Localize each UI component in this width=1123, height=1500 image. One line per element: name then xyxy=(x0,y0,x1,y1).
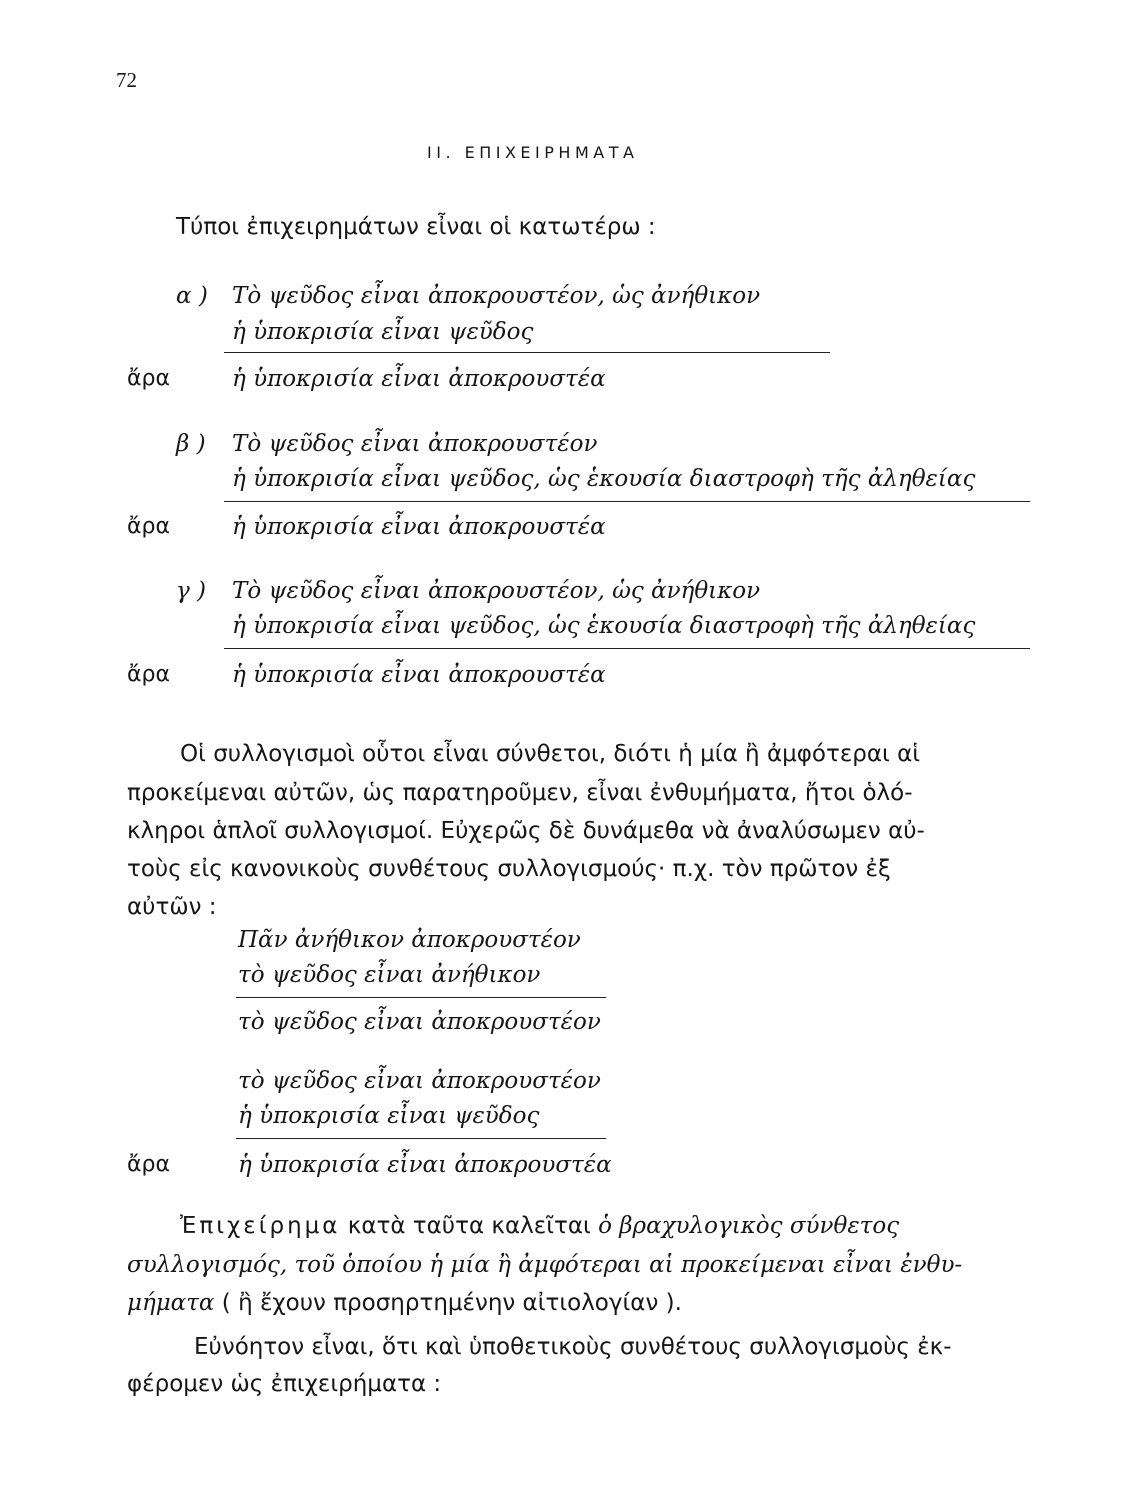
example-c-conclusion: ἡ ὑποκρισία εἶναι ἀποκρουστέα xyxy=(232,662,606,688)
paragraph-2-line-3-italic: μήματα xyxy=(127,1290,215,1316)
example-c-rule xyxy=(224,648,1030,649)
example-b-premise-2: ἡ ὑποκρισία εἶναι ψεῦδος, ὡς ἑκουσία διαστροφὴ τῆς ἀληθείας xyxy=(232,466,976,492)
example-c-premise-2: ἡ ὑποκρισία εἶναι ψεῦδος, ὡς ἑκουσία διαστροφὴ τῆς ἀληθείας xyxy=(232,613,976,639)
paragraph-2-line-1-italic: ὁ βραχυλογικὸς σύνθετος xyxy=(598,1213,900,1239)
term-epiheirima: Ἐπιχείρημα xyxy=(180,1213,341,1239)
paragraph-1-line-4: τοὺς εἰς κανονικοὺς συνθέτους συλλογισμούς· π.χ. τὸν πρῶτον ἐξ xyxy=(127,856,891,882)
section-title: ΙΙ. ΕΠΙΧΕΙΡΗΜΑΤΑ xyxy=(427,143,639,162)
paragraph-2-line-1 xyxy=(180,1213,899,1239)
example-a-label: α ) xyxy=(176,283,208,309)
example-b-premise-1: Τὸ ψεῦδος εἶναι ἀποκρουστέον xyxy=(232,431,598,457)
example-a-ara: ἄρα xyxy=(127,366,170,391)
paragraph-1-line-5: αὐτῶν : xyxy=(127,894,217,920)
paragraph-2-line-3 xyxy=(127,1290,682,1316)
example-a-rule xyxy=(224,352,830,353)
analysis-2-ara: ἄρα xyxy=(127,1152,170,1177)
example-b-ara: ἄρα xyxy=(127,514,170,539)
paragraph-2-line-2: συλλογισμός, τοῦ ὁποίου ἡ μία ἢ ἀμφότεραι αἱ προκείμεναι εἶναι ἐνθυ- xyxy=(127,1252,963,1278)
paragraph-3-line-1: Εὐνόητον εἶναι, ὅτι καὶ ὑποθετικοὺς συνθέτους συλλογισμοὺς ἐκ- xyxy=(194,1334,952,1360)
page-number: 72 xyxy=(116,68,137,92)
example-b-conclusion: ἡ ὑποκρισία εἶναι ἀποκρουστέα xyxy=(232,514,606,540)
example-c-premise-1: Τὸ ψεῦδος εἶναι ἀποκρουστέον, ὡς ἀνήθικον xyxy=(232,578,761,604)
paragraph-1-line-2: προκείμεναι αὐτῶν, ὡς παρατηροῦμεν, εἶναι ἐνθυμήματα, ἤτοι ὁλό- xyxy=(127,780,913,806)
example-a-conclusion: ἡ ὑποκρισία εἶναι ἀποκρουστέα xyxy=(232,366,606,392)
analysis-1-premise-2: τὸ ψεῦδος εἶναι ἀνήθικον xyxy=(238,962,541,988)
paragraph-2-line-1-text: κατὰ ταῦτα καλεῖται xyxy=(340,1213,599,1239)
example-c-label: γ ) xyxy=(176,578,207,604)
paragraph-1-line-1: Οἱ συλλογισμοὶ οὗτοι εἶναι σύνθετοι, διότι ἡ μία ἢ ἀμφότεραι αἱ xyxy=(180,741,921,767)
paragraph-1-line-3: κληροι ἁπλοῖ συλλογισμοί. Εὐχερῶς δὲ δυνάμεθα νὰ ἀναλύσωμεν αὐ- xyxy=(127,818,925,844)
analysis-2-premise-1: τὸ ψεῦδος εἶναι ἀποκρουστέον xyxy=(238,1068,601,1094)
example-b-rule xyxy=(224,501,1030,502)
analysis-2-rule xyxy=(236,1138,606,1139)
example-b-label: β ) xyxy=(176,431,206,457)
example-a-premise-2: ἡ ὑποκρισία εἶναι ψεῦδος xyxy=(232,319,534,345)
example-a-premise-1: Τὸ ψεῦδος εἶναι ἀποκρουστέον, ὡς ἀνήθικον xyxy=(232,283,761,309)
analysis-1-conclusion: τὸ ψεῦδος εἶναι ἀποκρουστέον xyxy=(238,1009,601,1035)
analysis-2-conclusion: ἡ ὑποκρισία εἶναι ἀποκρουστέα xyxy=(238,1152,612,1178)
example-c-ara: ἄρα xyxy=(127,662,170,687)
analysis-1-premise-1: Πᾶν ἀνήθικον ἀποκρουστέον xyxy=(238,927,581,953)
analysis-2-premise-2: ἡ ὑποκρισία εἶναι ψεῦδος xyxy=(238,1103,540,1129)
paragraph-3-line-2: φέρομεν ὡς ἐπιχειρήματα : xyxy=(127,1371,442,1397)
analysis-1-rule xyxy=(236,997,606,998)
intro-line: Τύποι ἐπιχειρημάτων εἶναι οἱ κατωτέρω : xyxy=(176,214,656,240)
paragraph-2-line-3-text: ( ἢ ἔχουν προσηρτημένην αἰτιολογίαν ). xyxy=(214,1290,682,1316)
